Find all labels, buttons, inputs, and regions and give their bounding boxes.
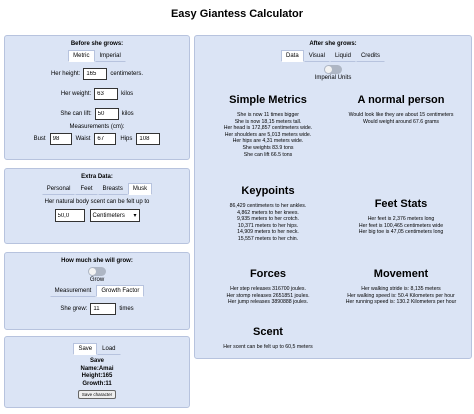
tab-visual[interactable]: Visual	[304, 50, 330, 62]
normal-person-heading: A normal person	[357, 94, 445, 106]
grow-toggle-label-row	[5, 277, 189, 283]
before-panel	[4, 35, 190, 160]
imperial-toggle-label: Imperial Units	[314, 75, 352, 81]
grew-row	[5, 303, 189, 315]
app-title: Easy Giantess Calculator	[170, 8, 304, 20]
hips-label: Hips	[120, 136, 133, 142]
scent-unit-value: Centimeters	[92, 212, 125, 219]
simple-metrics-line: She is now 18,15 meters tall.	[234, 118, 302, 125]
grow-toggle[interactable]	[88, 267, 106, 276]
after-tabs	[195, 50, 471, 62]
waist-label: Waist	[75, 136, 91, 142]
keypoints-line: 4,862 meters to her knees.	[237, 209, 299, 216]
weight-input[interactable]	[94, 88, 118, 100]
movement-line: Her walking speed is: 50.4 Kilometers per hour	[347, 292, 455, 299]
lift-unit: kilos	[121, 111, 134, 117]
grow-panel	[4, 252, 190, 330]
simple-metrics-line: She weights 83.9 tons	[242, 144, 294, 151]
keypoints-line: 14,909 meters to her neck.	[237, 229, 299, 236]
save-summary	[5, 358, 189, 388]
movement-line: Her walking stride is: 8,135 meters	[361, 286, 441, 292]
tab-growth-factor[interactable]: Growth Factor	[96, 285, 144, 297]
keypoints-line: 86,429 centimeters to her ankles.	[229, 203, 307, 209]
extra-panel	[4, 168, 190, 244]
tab-data[interactable]: Data	[281, 50, 304, 62]
measurements-heading	[5, 124, 189, 130]
tab-metric[interactable]: Metric	[68, 50, 94, 62]
save-panel	[4, 336, 190, 408]
bust-label: Bust	[33, 136, 46, 142]
feet-stats-heading: Feet Stats	[374, 198, 428, 210]
weight-unit: kilos	[121, 91, 134, 97]
movement-line: Her running speed is: 130.2 Kilometers per hour	[345, 299, 457, 306]
tab-save[interactable]: Save	[73, 343, 97, 355]
after-panel	[194, 35, 472, 359]
feet-stats-line: Her feet is 2,376 meters long	[367, 216, 435, 222]
simple-metrics-line: She is now 11 times bigger	[237, 112, 299, 118]
bust-input[interactable]	[50, 133, 72, 145]
simple-metrics-heading: Simple Metrics	[229, 94, 307, 106]
forces-line: Her step releases 316700 joules.	[230, 286, 306, 292]
height-input[interactable]	[83, 68, 107, 80]
toggle-knob	[89, 268, 96, 275]
forces-section	[203, 268, 333, 306]
tab-measurement[interactable]: Measurement	[50, 285, 97, 297]
scent-text: Her natural body scent can be felt up to	[44, 199, 150, 205]
scent-heading: Scent	[253, 326, 283, 338]
movement-section	[331, 268, 471, 306]
save-character-button[interactable]: Save character	[78, 390, 116, 399]
tab-musk[interactable]: Musk	[128, 183, 152, 195]
normal-person-section	[333, 94, 469, 125]
forces-line: Her jump releases 3890888 joules.	[227, 299, 309, 306]
grow-title: How much she will grow:	[61, 258, 133, 264]
save-name: Name:Amai	[80, 365, 114, 372]
measurements-row	[5, 133, 189, 145]
simple-metrics-line: Her shoulders are 5,013 meters wide.	[224, 131, 312, 138]
save-button-row	[5, 390, 189, 399]
tab-credits[interactable]: Credits	[356, 50, 385, 62]
after-title: After she grows:	[309, 41, 357, 47]
simple-metrics-section	[203, 94, 333, 158]
movement-heading: Movement	[373, 268, 429, 280]
tab-personal[interactable]: Personal	[42, 183, 76, 195]
scent-input[interactable]	[55, 209, 85, 222]
lift-row	[5, 108, 189, 120]
scent-input-row	[5, 209, 189, 222]
tab-liquid[interactable]: Liquid	[330, 50, 356, 62]
scent-text-row	[5, 199, 189, 205]
waist-input[interactable]	[94, 133, 116, 145]
save-tabs	[5, 343, 189, 355]
before-title: Before she grows:	[70, 41, 124, 47]
height-label: Her height:	[50, 71, 81, 77]
feet-stats-line: Her feet is 100,465 centimeters wide	[358, 222, 444, 229]
height-unit: centimeters.	[110, 71, 144, 77]
feet-stats-line: Her big toe is 47,05 centimeters long	[358, 229, 444, 236]
feet-stats-section	[333, 198, 469, 236]
tab-breasts[interactable]: Breasts	[98, 183, 128, 195]
scent-section	[203, 326, 333, 351]
tab-load[interactable]: Load	[97, 343, 120, 355]
forces-line: Her stomp releases 2651851 joules.	[226, 292, 310, 299]
weight-label: Her weight:	[60, 91, 92, 97]
grow-tabs	[5, 285, 189, 297]
save-height: Height:165	[81, 373, 113, 379]
chevron-down-icon: ▾	[133, 213, 137, 219]
imperial-label-row	[195, 75, 471, 81]
keypoints-line: 15,557 meters to her chin.	[237, 235, 299, 242]
lift-label: She can lift:	[60, 111, 92, 117]
imperial-toggle[interactable]	[324, 65, 342, 74]
forces-heading: Forces	[249, 268, 287, 280]
normal-person-line: Would look like they are about 15 centimeters	[348, 112, 454, 118]
tab-feet[interactable]: Feet	[75, 183, 97, 195]
imperial-toggle-row	[195, 65, 471, 74]
hips-input[interactable]	[136, 133, 160, 145]
grew-unit: times	[119, 306, 134, 312]
tab-imperial[interactable]: Imperial	[95, 50, 126, 62]
grow-toggle-label: Grow	[89, 277, 105, 283]
scent-line: Her scent can be felt up to 60,5 meters	[223, 344, 313, 350]
simple-metrics-line: Her head is 172,857 centimeters wide.	[223, 125, 313, 132]
keypoints-line: 9,935 meters to her crotch.	[237, 216, 299, 223]
save-growth: Growth:11	[82, 380, 112, 387]
extra-tabs	[5, 183, 189, 195]
keypoints-section	[203, 185, 333, 243]
unit-tabs	[5, 50, 189, 62]
toggle-knob	[325, 66, 332, 73]
simple-metrics-line: Her hips are 4,31 meters wide.	[232, 138, 304, 145]
save-heading: Save	[89, 358, 104, 364]
grew-input[interactable]	[90, 303, 116, 315]
simple-metrics-line: She can lift 66.5 tons	[243, 151, 293, 158]
lift-input[interactable]	[95, 108, 119, 120]
extra-title: Extra Data:	[81, 174, 113, 180]
grow-toggle-row	[5, 267, 189, 276]
normal-person-line: Would weight around 67.6 grams	[362, 118, 440, 125]
scent-unit-select[interactable]	[90, 209, 140, 222]
weight-row	[5, 88, 189, 100]
measurements-label: Measurements (cm):	[69, 124, 125, 130]
keypoints-heading: Keypoints	[241, 185, 295, 197]
height-row	[5, 68, 189, 80]
keypoints-line: 10,371 meters to her hips.	[237, 222, 299, 229]
grew-label: She grew:	[60, 306, 88, 312]
